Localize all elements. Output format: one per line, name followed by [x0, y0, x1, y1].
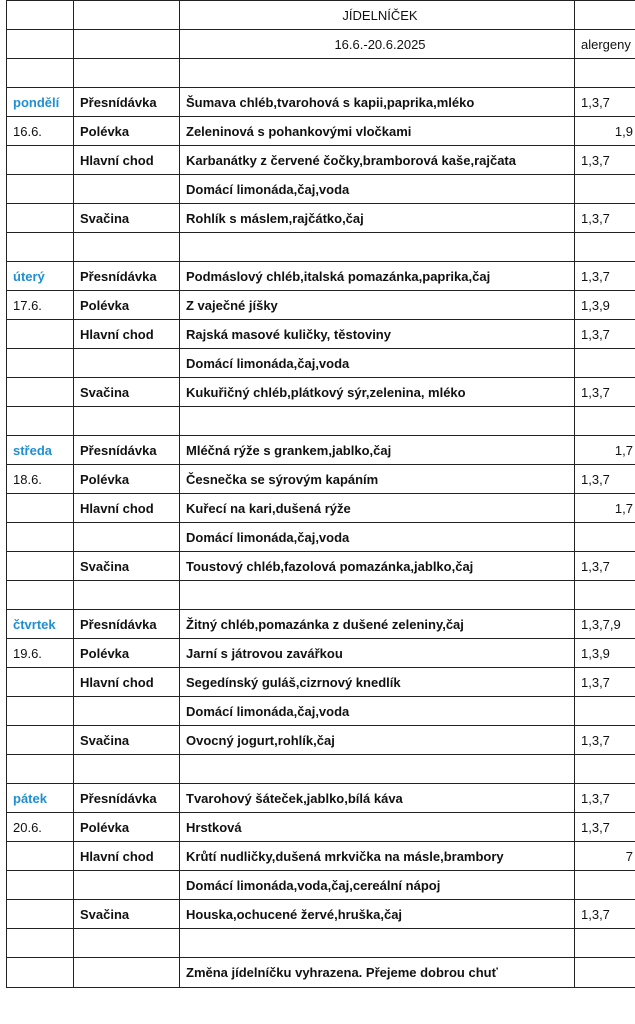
course-label: Svačina [74, 900, 180, 929]
blank-cell [575, 929, 635, 958]
blank-cell [7, 697, 74, 726]
allergen-codes [575, 697, 635, 726]
blank-cell [7, 900, 74, 929]
dish-text: Česnečka se sýrovým kapáním [180, 465, 575, 494]
blank-cell [180, 755, 575, 784]
course-label: Svačina [74, 726, 180, 755]
blank-cell [74, 1, 180, 30]
blank-cell [180, 233, 575, 262]
blank-cell [7, 842, 74, 871]
course-label [74, 871, 180, 900]
course-label: Polévka [74, 117, 180, 146]
day-date: 16.6. [7, 117, 74, 146]
allergen-codes: 1,3,7 [575, 784, 635, 813]
course-label [74, 523, 180, 552]
title-row [7, 1, 635, 30]
blank-cell [7, 1, 74, 30]
course-label: Hlavní chod [74, 668, 180, 697]
menu-row [7, 175, 635, 204]
menu-row [7, 784, 635, 813]
course-label: Hlavní chod [74, 494, 180, 523]
allergen-codes [575, 523, 635, 552]
blank-cell [7, 378, 74, 407]
menu-row [7, 378, 635, 407]
day-date: 19.6. [7, 639, 74, 668]
course-label: Přesnídávka [74, 436, 180, 465]
blank-cell [7, 204, 74, 233]
course-label [74, 697, 180, 726]
blank-cell [7, 581, 74, 610]
allergen-codes: 1,3,7 [575, 320, 635, 349]
course-label: Přesnídávka [74, 610, 180, 639]
allergen-codes: 1,3,7 [575, 726, 635, 755]
dish-text: Podmáslový chléb,italská pomazánka,paprika,čaj [180, 262, 575, 291]
blank-cell [7, 349, 74, 378]
menu-row [7, 552, 635, 581]
day-name: středa [7, 436, 74, 465]
dish-text: Domácí limonáda,čaj,voda [180, 175, 575, 204]
allergen-codes: 1,3,7 [575, 668, 635, 697]
dish-text: Segedínský guláš,cizrnový knedlík [180, 668, 575, 697]
course-label [74, 175, 180, 204]
spacer-row [7, 59, 635, 88]
dish-text: Krůtí nudličky,dušená mrkvička na másle,brambory [180, 842, 575, 871]
allergen-codes: 1,3,7 [575, 378, 635, 407]
allergen-codes: 1,9 [575, 117, 635, 146]
blank-cell [74, 581, 180, 610]
menu-row [7, 842, 635, 871]
blank-cell [7, 958, 74, 988]
blank-cell [7, 407, 74, 436]
blank-cell [575, 755, 635, 784]
day-date: 20.6. [7, 813, 74, 842]
allergen-codes: 1,3,7,9 [575, 610, 635, 639]
blank-cell [74, 755, 180, 784]
course-label: Hlavní chod [74, 842, 180, 871]
dish-text: Mléčná rýže s grankem,jablko,čaj [180, 436, 575, 465]
dish-text: Kuřecí na kari,dušená rýže [180, 494, 575, 523]
blank-cell [575, 233, 635, 262]
menu-row [7, 639, 635, 668]
dish-text: Jarní s játrovou zavářkou [180, 639, 575, 668]
allergen-codes: 1,3,7 [575, 88, 635, 117]
day-name: pondělí [7, 88, 74, 117]
allergen-codes: 1,3,7 [575, 813, 635, 842]
menu-row [7, 349, 635, 378]
blank-cell [7, 755, 74, 784]
blank-cell [180, 407, 575, 436]
blank-cell [575, 581, 635, 610]
menu-row [7, 88, 635, 117]
menu-row [7, 320, 635, 349]
blank-cell [74, 59, 180, 88]
day-name: čtvrtek [7, 610, 74, 639]
menu-title: JÍDELNÍČEK [180, 1, 575, 30]
blank-cell [7, 726, 74, 755]
spacer-row [7, 929, 635, 958]
day-date: 18.6. [7, 465, 74, 494]
blank-cell [575, 59, 635, 88]
course-label: Přesnídávka [74, 88, 180, 117]
day-name: úterý [7, 262, 74, 291]
menu-row [7, 726, 635, 755]
dish-text: Zeleninová s pohankovými vločkami [180, 117, 575, 146]
spacer-row [7, 755, 635, 784]
course-label: Polévka [74, 291, 180, 320]
spacer-row [7, 581, 635, 610]
dish-text: Hrstková [180, 813, 575, 842]
course-label: Svačina [74, 204, 180, 233]
blank-cell [7, 871, 74, 900]
blank-cell [575, 1, 635, 30]
blank-cell [7, 175, 74, 204]
menu-row [7, 465, 635, 494]
dish-text: Toustový chléb,fazolová pomazánka,jablko,čaj [180, 552, 575, 581]
menu-row [7, 494, 635, 523]
course-label: Přesnídávka [74, 784, 180, 813]
blank-cell [7, 146, 74, 175]
bottom-margin [0, 990, 635, 1024]
blank-cell [575, 958, 635, 988]
blank-cell [7, 668, 74, 697]
spacer-row [7, 407, 635, 436]
dish-text: Domácí limonáda,voda,čaj,cereální nápoj [180, 871, 575, 900]
course-label: Polévka [74, 813, 180, 842]
dish-text: Žitný chléb,pomazánka z dušené zeleniny,čaj [180, 610, 575, 639]
menu-body [7, 1, 635, 988]
allergen-codes: 1,3,7 [575, 262, 635, 291]
allergen-codes: 1,3,7 [575, 465, 635, 494]
allergen-codes: 1,3,9 [575, 639, 635, 668]
course-label: Přesnídávka [74, 262, 180, 291]
footer-note: Změna jídelníčku vyhrazena. Přejeme dobrou chuť [180, 958, 575, 988]
menu-row [7, 697, 635, 726]
menu-row [7, 610, 635, 639]
menu-row [7, 146, 635, 175]
blank-cell [74, 233, 180, 262]
blank-cell [575, 407, 635, 436]
blank-cell [180, 929, 575, 958]
blank-cell [74, 929, 180, 958]
blank-cell [7, 494, 74, 523]
dish-text: Tvarohový šáteček,jablko,bílá káva [180, 784, 575, 813]
dish-text: Rajská masové kuličky, těstoviny [180, 320, 575, 349]
blank-cell [7, 523, 74, 552]
menu-row [7, 900, 635, 929]
dish-text: Šumava chléb,tvarohová s kapii,paprika,mléko [180, 88, 575, 117]
footer-row [7, 958, 635, 988]
course-label: Polévka [74, 639, 180, 668]
menu-row [7, 117, 635, 146]
course-label [74, 349, 180, 378]
course-label: Polévka [74, 465, 180, 494]
allergen-codes [575, 175, 635, 204]
blank-cell [180, 581, 575, 610]
course-label: Svačina [74, 552, 180, 581]
allergen-codes: 1,7 [575, 494, 635, 523]
allergen-codes: 1,3,9 [575, 291, 635, 320]
blank-cell [74, 407, 180, 436]
allergen-codes [575, 349, 635, 378]
blank-cell [7, 59, 74, 88]
course-label: Hlavní chod [74, 146, 180, 175]
blank-cell [7, 929, 74, 958]
course-label: Svačina [74, 378, 180, 407]
allergen-codes: 1,3,7 [575, 552, 635, 581]
blank-cell [7, 233, 74, 262]
menu-row [7, 436, 635, 465]
dish-text: Ovocný jogurt,rohlík,čaj [180, 726, 575, 755]
menu-row [7, 204, 635, 233]
dish-text: Domácí limonáda,čaj,voda [180, 697, 575, 726]
day-name: pátek [7, 784, 74, 813]
menu-row [7, 291, 635, 320]
allergen-codes: 1,7 [575, 436, 635, 465]
period-row [7, 30, 635, 59]
allergen-codes: 1,3,7 [575, 204, 635, 233]
dish-text: Karbanátky z červené čočky,bramborová kaše,rajčata [180, 146, 575, 175]
allergen-codes: 1,3,7 [575, 900, 635, 929]
spacer-row [7, 233, 635, 262]
dish-text: Rohlík s máslem,rajčátko,čaj [180, 204, 575, 233]
dish-text: Houska,ochucené žervé,hruška,čaj [180, 900, 575, 929]
menu-row [7, 262, 635, 291]
blank-cell [7, 552, 74, 581]
menu-row [7, 668, 635, 697]
blank-cell [7, 30, 74, 59]
blank-cell [180, 59, 575, 88]
course-label: Hlavní chod [74, 320, 180, 349]
dish-text: Domácí limonáda,čaj,voda [180, 523, 575, 552]
allergen-codes [575, 871, 635, 900]
allergen-codes: 1,3,7 [575, 146, 635, 175]
dish-text: Z vaječné jíšky [180, 291, 575, 320]
dish-text: Kukuřičný chléb,plátkový sýr,zelenina, mléko [180, 378, 575, 407]
menu-row [7, 813, 635, 842]
menu-table [6, 0, 635, 988]
menu-row [7, 871, 635, 900]
menu-row [7, 523, 635, 552]
blank-cell [74, 30, 180, 59]
blank-cell [74, 958, 180, 988]
blank-cell [7, 320, 74, 349]
allergen-codes: 7 [575, 842, 635, 871]
day-date: 17.6. [7, 291, 74, 320]
allergen-header: alergeny [575, 30, 635, 59]
dish-text: Domácí limonáda,čaj,voda [180, 349, 575, 378]
menu-period: 16.6.-20.6.2025 [180, 30, 575, 59]
